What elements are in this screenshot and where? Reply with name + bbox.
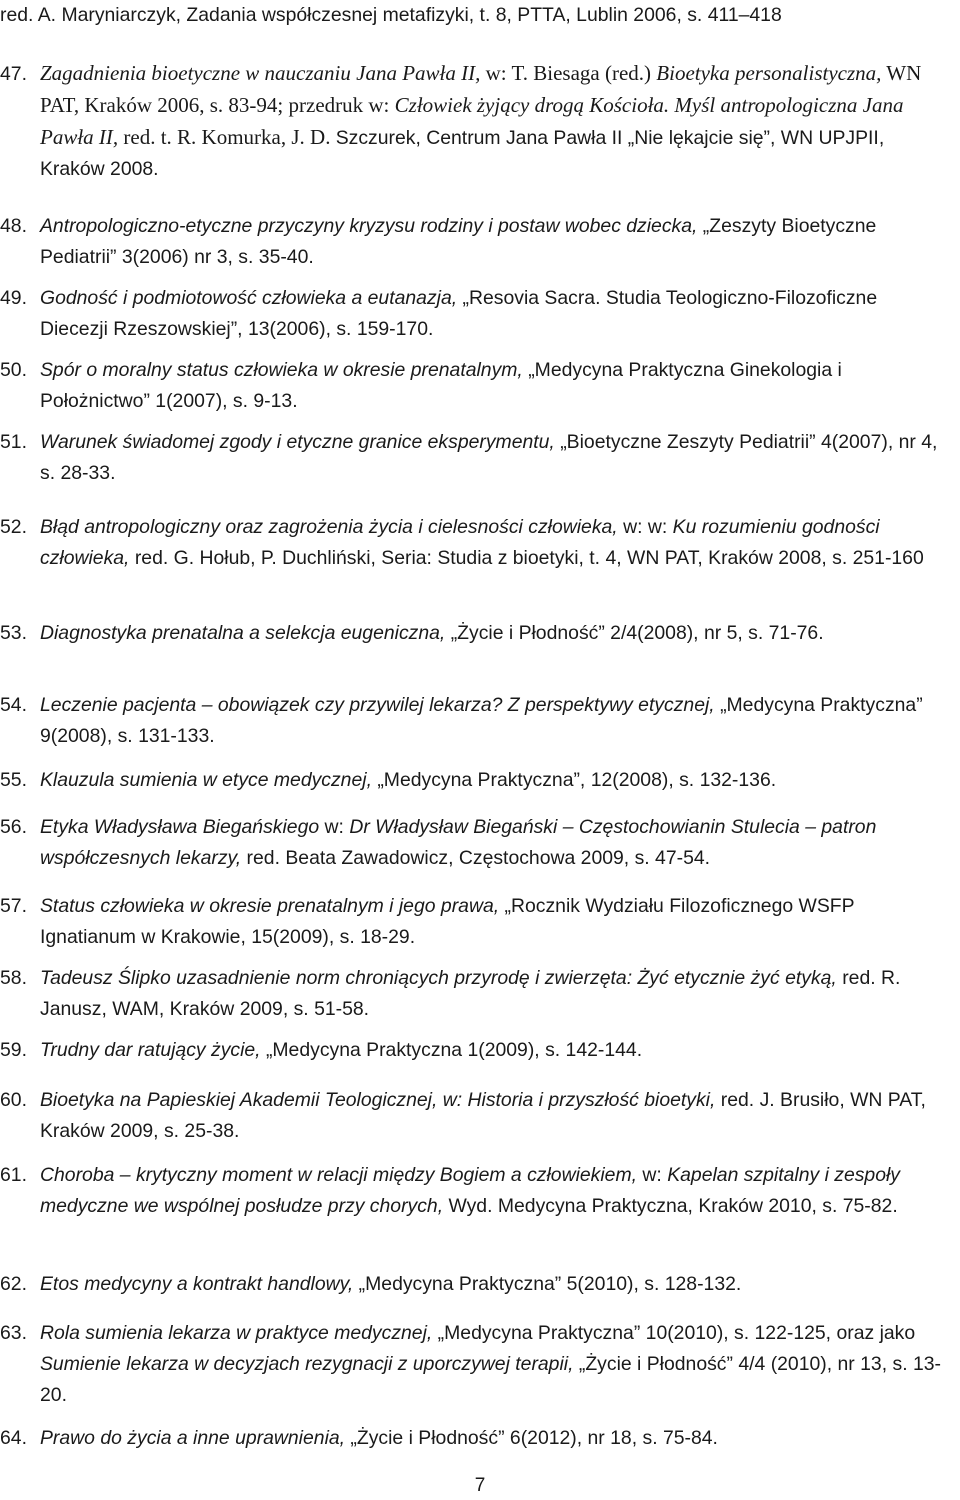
entry-citation-text: Wyd. Medycyna Praktyczna, Kraków 2010, s. 75-82.: [443, 1195, 898, 1217]
bibliography-entry: [0, 1269, 948, 1300]
entry-number: 57.: [0, 895, 27, 917]
entry-citation-text: w:: [319, 816, 350, 838]
entry-citation-text: red. A. Maryniarczyk, Zadania współczesnej metafizyki, t. 8, PTTA, Lublin 2006, s. 411–418: [0, 4, 782, 26]
entry-number: 61.: [0, 1164, 27, 1186]
bibliography-entry: [0, 427, 948, 489]
entry-number: 60.: [0, 1089, 27, 1111]
bibliography-entry: [0, 618, 948, 649]
entry-number: 49.: [0, 287, 27, 309]
entry-citation-text: red. G. Hołub, P. Duchliński, Seria: Studia z bioetyki, t. 4, WN PAT, Kraków 2008, s. 251-160: [129, 547, 924, 569]
entry-title-text: Człowiek żyjący drogą Kościoła. Myśl antropologiczna Jana Pawła II,: [40, 93, 904, 149]
entry-citation-text: „Medycyna Praktyczna” 5(2010), s. 128-132.: [353, 1273, 742, 1295]
entry-title-text: Etyka Władysława Biegańskiego: [40, 816, 320, 838]
entry-number: 62.: [0, 1273, 27, 1295]
entry-number: 54.: [0, 694, 27, 716]
entry-citation-text: Szczurek, Centrum Jana Pawła II „Nie lękajcie się”, WN UPJPII, Kraków 2008.: [40, 127, 885, 180]
entry-title-text: Bioetyka na Papieskiej Akademii Teologicznej, w: Historia i przyszłość bioetyki,: [40, 1089, 716, 1111]
entry-title-text: Status człowieka w okresie prenatalnym i jego prawa,: [40, 895, 500, 917]
bibliography-entry: [0, 690, 948, 752]
entry-citation-text: „Bioetyczne Zeszyty Pediatrii” 4(2007), nr 4, s. 28-33.: [40, 431, 938, 484]
bibliography-entry: [0, 283, 948, 345]
entry-citation-text: „Medycyna Praktyczna Ginekologia i Położnictwo” 1(2007), s. 9-13.: [40, 359, 842, 412]
entry-citation-text: „Medycyna Praktyczna” 10(2010), s. 122-125, oraz jako: [432, 1322, 916, 1344]
entry-citation-text: WN PAT, Kraków 2006, s. 83-94; przedruk w:: [40, 61, 922, 117]
bibliography-entry: [0, 1085, 948, 1147]
entry-title-text: Zagadnienia bioetyczne w nauczaniu Jana Pawła II,: [40, 61, 481, 85]
entry-citation-text: „Życie i Płodność” 4/4 (2010), nr 13, s. 13-20.: [40, 1353, 941, 1406]
page-number: 7: [474, 1475, 486, 1496]
entry-title-text: Prawo do życia a inne uprawnienia,: [40, 1427, 346, 1449]
bibliography-entry: [0, 211, 948, 273]
entry-title-text: Etos medycyny a kontrakt handlowy,: [40, 1273, 354, 1295]
entry-title-text: Leczenie pacjenta – obowiązek czy przywilej lekarza? Z perspektywy etycznej,: [40, 694, 715, 716]
bibliography-entry: [0, 891, 948, 953]
bibliography-entry: [0, 1318, 948, 1411]
entry-title-text: Tadeusz Ślipko uzasadnienie norm chroniących przyrodę i zwierzęta: Żyć etycznie żyć etyką,: [40, 967, 837, 989]
entry-citation-text: red. J. Brusiło, WN PAT, Kraków 2009, s. 25-38.: [40, 1089, 926, 1142]
entry-title-text: Błąd antropologiczny oraz zagrożenia życia i cielesności człowieka,: [40, 516, 618, 538]
entry-citation-text: red. Beata Zawadowicz, Częstochowa 2009, s. 47-54.: [241, 847, 711, 869]
entry-citation-text: „Medycyna Praktyczna” 9(2008), s. 131-133.: [40, 694, 923, 747]
entry-title-text: Choroba – krytyczny moment w relacji między Bogiem a człowiekiem,: [40, 1164, 638, 1186]
entry-title-text: Rola sumienia lekarza w praktyce medycznej,: [40, 1322, 433, 1344]
entry-number: 59.: [0, 1039, 27, 1061]
bibliography-entry: [0, 765, 948, 796]
entry-citation-text: „Życie i Płodność” 2/4(2008), nr 5, s. 71-76.: [445, 622, 824, 644]
entry-title-text: Antropologiczno-etyczne przyczyny kryzysu rodziny i postaw wobec dziecka,: [40, 215, 698, 237]
bibliography-entry: [0, 58, 948, 185]
entry-number: 64.: [0, 1427, 27, 1449]
entry-citation-text: „Rocznik Wydziału Filozoficznego WSFP Ignatianum w Krakowie, 15(2009), s. 18-29.: [40, 895, 855, 948]
entry-number: 48.: [0, 215, 27, 237]
entry-title-text: Godność i podmiotowość człowieka a eutanazja,: [40, 287, 458, 309]
entry-title-text: Klauzula sumienia w etyce medycznej,: [40, 769, 372, 791]
entry-title-text: Spór o moralny status człowieka w okresie prenatalnym,: [40, 359, 523, 381]
entry-title-text: Diagnostyka prenatalna a selekcja eugeniczna,: [40, 622, 446, 644]
entry-number: 56.: [0, 816, 27, 838]
entry-citation-text: w: T. Biesaga (red.): [480, 61, 657, 85]
bibliography-entry: [0, 0, 948, 31]
bibliography-entry: [0, 963, 948, 1025]
entry-title-text: Kapelan szpitalny i zespoły medyczne we wspólnej posłudze przy chorych,: [40, 1164, 901, 1217]
entry-citation-text: „Resovia Sacra. Studia Teologiczno-Filozoficzne Diecezji Rzeszowskiej”, 13(2006), s. 159-170.: [40, 287, 878, 340]
bibliography-entry: [0, 1423, 948, 1454]
bibliography-entry: [0, 812, 948, 874]
entry-title-text: Warunek świadomej zgody i etyczne granice eksperymentu,: [40, 431, 555, 453]
entry-citation-text: red. R. Janusz, WAM, Kraków 2009, s. 51-58.: [40, 967, 901, 1020]
entry-citation-text: „Zeszyty Bioetyczne Pediatrii” 3(2006) nr 3, s. 35-40.: [40, 215, 877, 268]
entry-citation-text: w: w:: [617, 516, 673, 538]
entry-citation-text: „Medycyna Praktyczna 1(2009), s. 142-144.: [260, 1039, 643, 1061]
bibliography-entry: [0, 1035, 948, 1066]
entry-citation-text: „Życie i Płodność” 6(2012), nr 18, s. 75-84.: [345, 1427, 718, 1449]
bibliography-entry: [0, 355, 948, 417]
entry-citation-text: „Medycyna Praktyczna”, 12(2008), s. 132-136.: [371, 769, 777, 791]
entry-title-text: Bioetyka personalistyczna,: [656, 61, 882, 85]
entry-title-text: Sumienie lekarza w decyzjach rezygnacji z uporczywej terapii,: [40, 1353, 574, 1375]
entry-number: 50.: [0, 359, 27, 381]
entry-number: 52.: [0, 516, 27, 538]
entry-number: 47.: [0, 63, 27, 85]
entry-title-text: Trudny dar ratujący życie,: [40, 1039, 261, 1061]
bibliography-entry: [0, 1160, 948, 1222]
entry-title-text: Dr Władysław Biegański – Częstochowianin Stulecia – patron współczesnych lekarzy,: [40, 816, 877, 869]
entry-number: 63.: [0, 1322, 27, 1344]
entry-number: 51.: [0, 431, 27, 453]
entry-number: 53.: [0, 622, 27, 644]
entry-title-text: Ku rozumieniu godności człowieka,: [40, 516, 880, 569]
entry-number: 55.: [0, 769, 27, 791]
bibliography-entry: [0, 512, 948, 574]
entry-citation-text: red. t. R. Komurka, J. D.: [118, 125, 336, 149]
entry-number: 58.: [0, 967, 27, 989]
entry-citation-text: w:: [637, 1164, 668, 1186]
